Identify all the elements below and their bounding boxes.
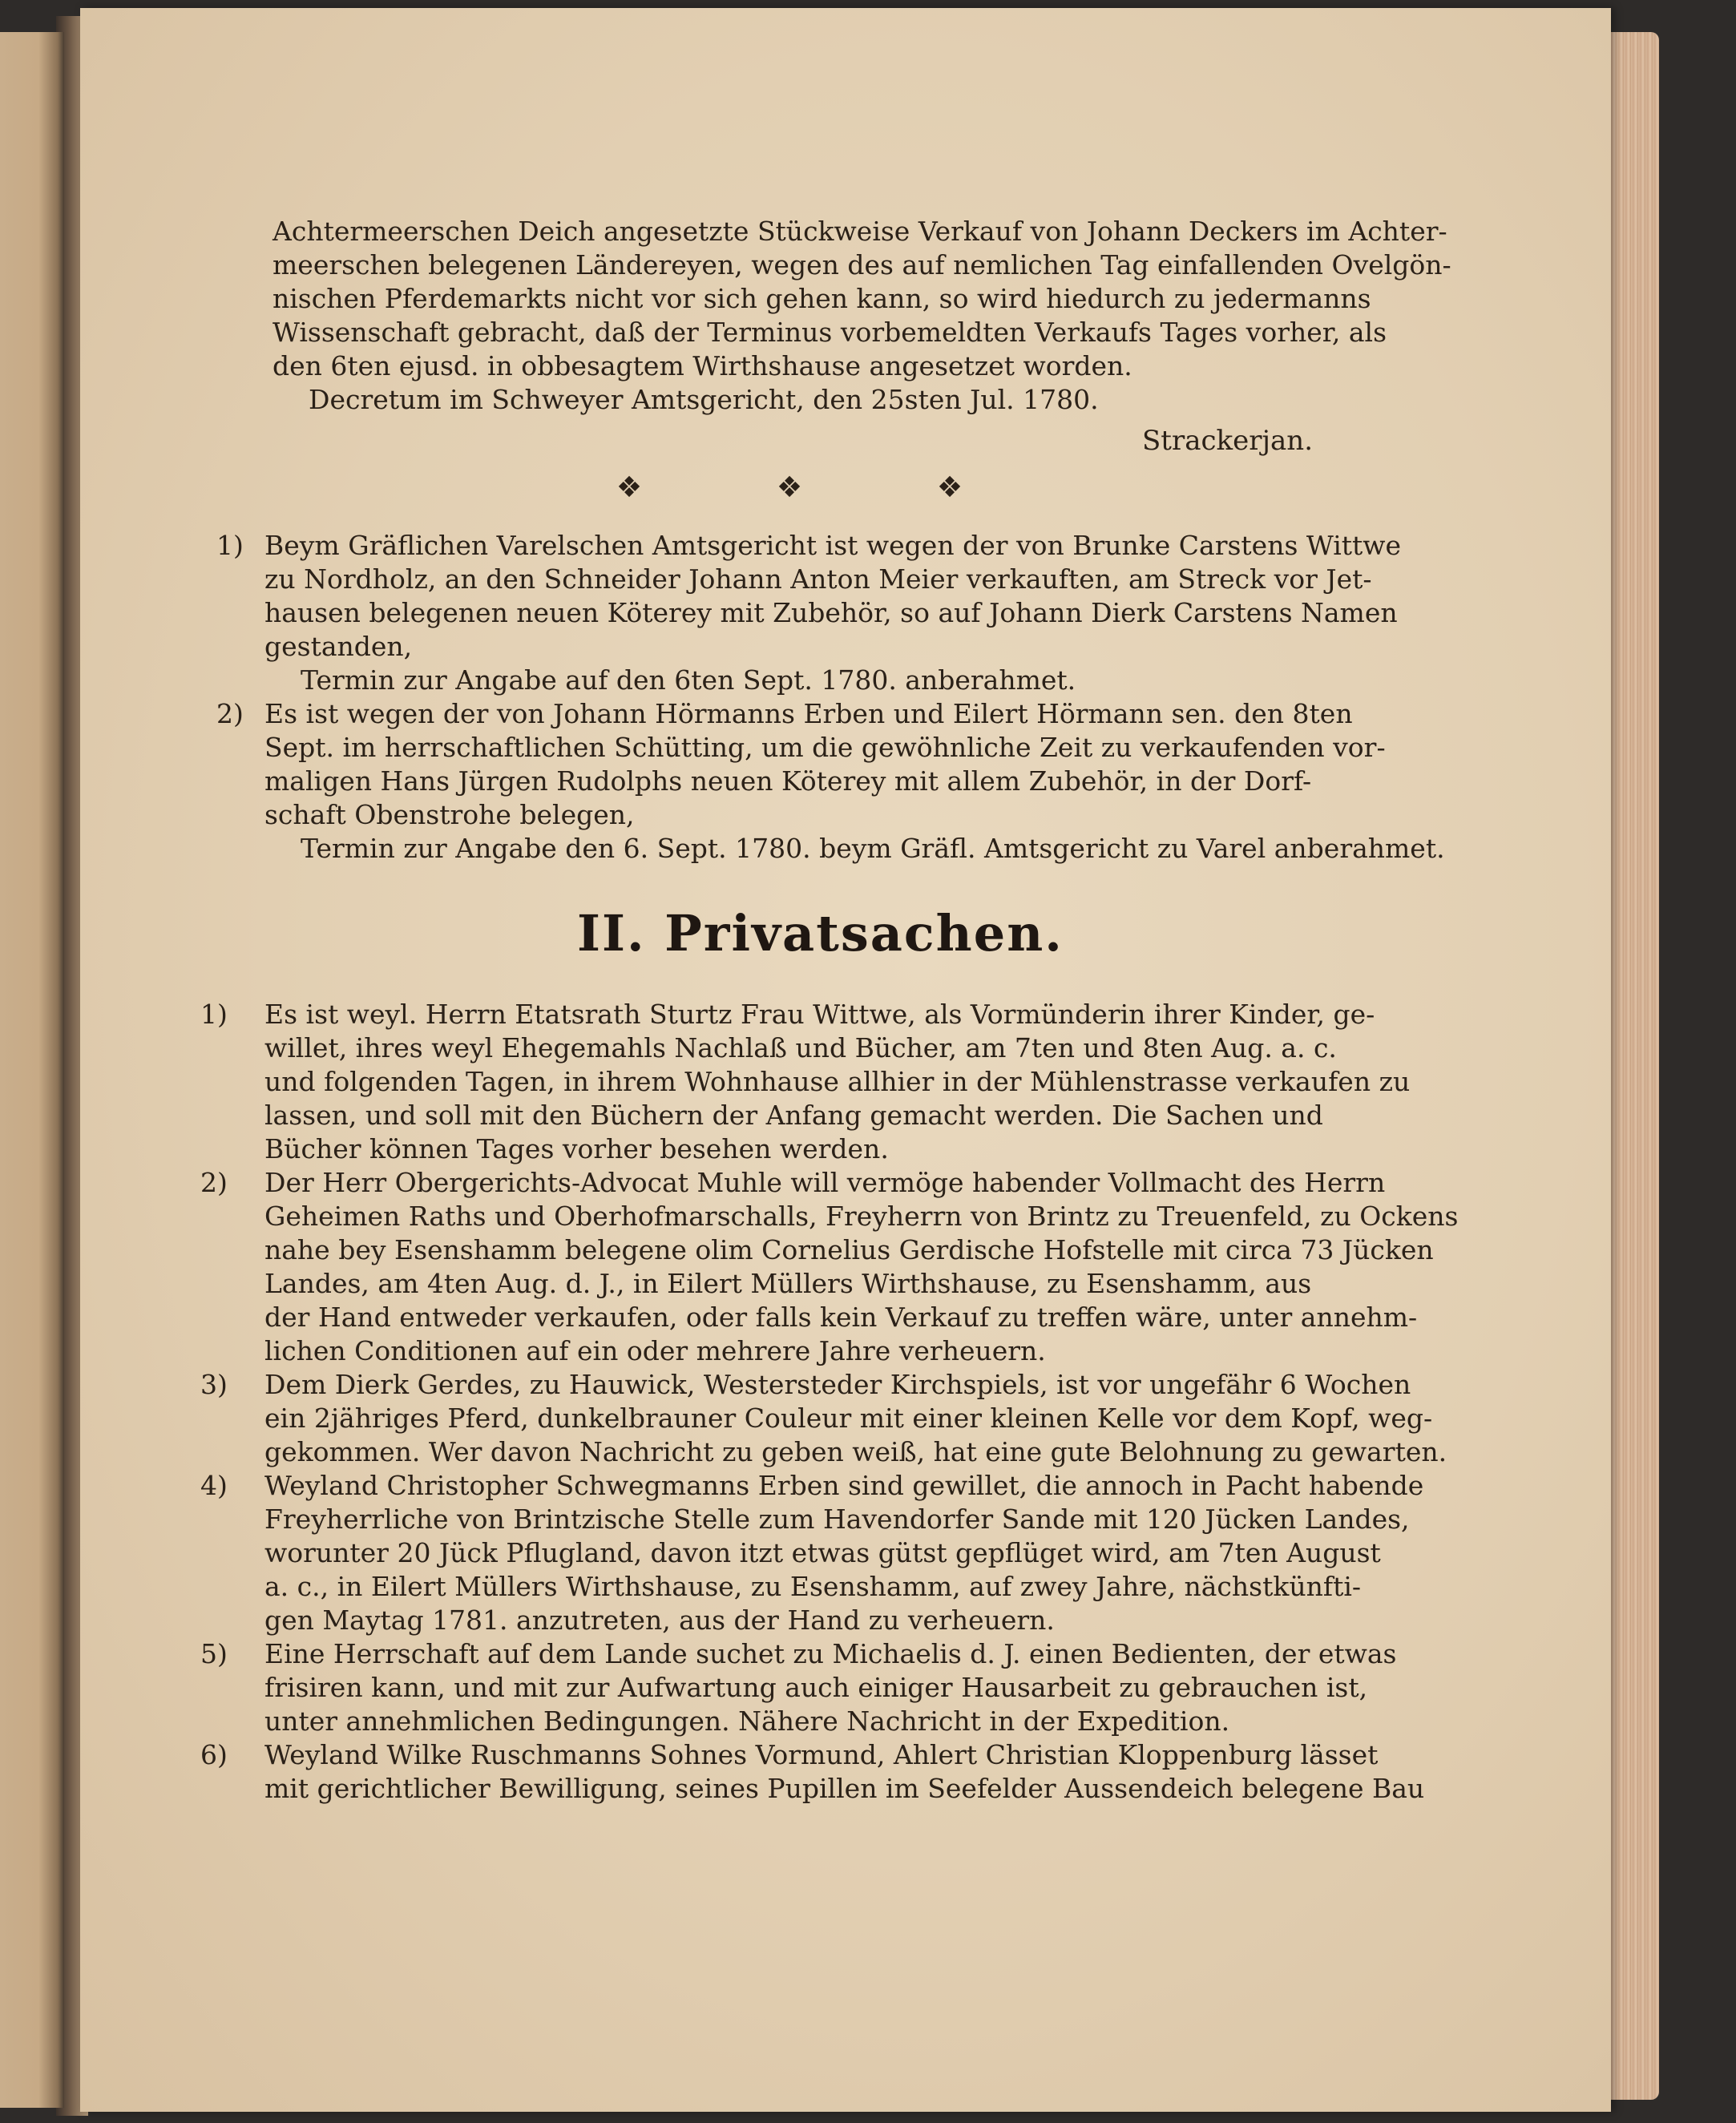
private-item-2 (264, 1166, 1458, 1368)
item-number: 5) (200, 1638, 228, 1669)
text-line: nischen Pferdemarkts nicht vor sich gehen kann, so wird hiedurch zu jedermanns (273, 283, 1371, 314)
text-line: Dem Dierk Gerdes, zu Hauwick, Westersteder Kirchspiels, ist vor ungefähr 6 Wochen (264, 1369, 1411, 1400)
text-line: Eine Herrschaft auf dem Lande suchet zu Michaelis d. J. einen Bedienten, der etwas (264, 1638, 1397, 1669)
text-line: worunter 20 Jück Pflugland, davon itzt etwas gütst gepflüget wird, am 7ten August (264, 1537, 1381, 1568)
item-number: 1) (200, 999, 228, 1030)
text-line: Freyherrliche von Brintzische Stelle zum Havendorfer Sande mit 120 Jücken Landes, (264, 1503, 1410, 1535)
text-line: den 6ten ejusd. in obbesagtem Wirthshause angesetzet worden. (273, 350, 1132, 381)
text-line: meerschen belegenen Ländereyen, wegen des auf nemlichen Tag einfallenden Ovelgön- (273, 249, 1451, 281)
text-line: Termin zur Angabe auf den 6ten Sept. 1780. anberahmet. (301, 664, 1076, 696)
private-item-4 (264, 1469, 1423, 1637)
text-line: Geheimen Raths und Oberhofmarschalls, Freyherrn von Brintz zu Treuenfeld, zu Ockens (264, 1201, 1459, 1232)
text-line: mit gerichtlicher Bewilligung, seines Pupillen im Seefelder Aussendeich belegene Bau (264, 1773, 1425, 1804)
text-line: Es ist wegen der von Johann Hörmanns Erben und Eilert Hörmann sen. den 8ten (264, 698, 1353, 729)
text-line: unter annehmlichen Bedingungen. Nähere Nachricht in der Expedition. (264, 1705, 1230, 1737)
item-number: 2) (200, 1167, 228, 1198)
left-page-edge (0, 32, 64, 2108)
signature-strackerjan: Strackerjan. (1142, 425, 1314, 457)
text-line: nahe bey Esenshamm belegene olim Cornelius Gerdische Hofstelle mit circa 73 Jücken (264, 1234, 1434, 1265)
item-number: 1) (216, 530, 244, 561)
decree-line: Decretum im Schweyer Amtsgericht, den 25sten Jul. 1780. (309, 384, 1099, 415)
ornament-icon: ❖ (776, 471, 803, 504)
text-line: Weyland Christopher Schwegmanns Erben sind gewillet, die annoch in Pacht habende (264, 1470, 1424, 1501)
text-line: Beym Gräflichen Varelschen Amtsgericht ist wegen der von Brunke Carstens Wittwe (264, 530, 1402, 561)
item-number: 2) (216, 698, 244, 729)
document-page (80, 8, 1611, 2112)
text-line: gekommen. Wer davon Nachricht zu geben weiß, hat eine gute Belohnung zu gewarten. (264, 1436, 1447, 1467)
text-line: Sept. im herrschaftlichen Schütting, um die gewöhnliche Zeit zu verkaufenden vor- (264, 732, 1386, 763)
text-line: willet, ihres weyl Ehegemahls Nachlaß und Bücher, am 7ten und 8ten Aug. a. c. (264, 1032, 1337, 1064)
text-line: lassen, und soll mit den Büchern der Anfang gemacht werden. Die Sachen und (264, 1100, 1323, 1131)
text-line: Termin zur Angabe den 6. Sept. 1780. beym Gräfl. Amtsgericht zu Varel anberahmet. (301, 833, 1445, 864)
private-item-5 (264, 1637, 1396, 1738)
text-line: und folgenden Tagen, in ihrem Wohnhause allhier in der Mühlenstrasse verkaufen zu (264, 1066, 1411, 1097)
top-paragraph (273, 215, 1451, 417)
text-line: frisiren kann, und mit zur Aufwartung auch einiger Hausarbeit zu gebrauchen ist, (264, 1672, 1368, 1703)
text-line: ein 2jähriges Pferd, dunkelbrauner Couleur mit einer kleinen Kelle vor dem Kopf, weg- (264, 1403, 1433, 1434)
private-item-3 (264, 1368, 1447, 1469)
text-line: Der Herr Obergerichts-Advocat Muhle will vermöge habender Vollmacht des Herrn (264, 1167, 1386, 1198)
text-line: lichen Conditionen auf ein oder mehrere Jahre verheuern. (264, 1335, 1046, 1366)
text-line: gestanden, (264, 631, 413, 662)
text-line: hausen belegenen neuen Köterey mit Zubehör, so auf Johann Dierk Carstens Namen (264, 597, 1398, 628)
announcement-2 (264, 697, 1445, 866)
item-number: 4) (200, 1470, 228, 1501)
private-item-6 (264, 1738, 1424, 1806)
ornament-icon: ❖ (936, 471, 963, 504)
private-item-1 (264, 998, 1410, 1166)
text-line: Es ist weyl. Herrn Etatsrath Sturtz Frau Wittwe, als Vormünderin ihrer Kinder, ge- (264, 999, 1375, 1030)
text-line: schaft Obenstrohe belegen, (264, 799, 635, 830)
announcement-1 (264, 529, 1401, 697)
ornament-divider (605, 471, 1166, 504)
text-line: Wissenschaft gebracht, daß der Terminus vorbemeldten Verkaufs Tages vorher, als (273, 317, 1387, 348)
section-heading: II. Privatsachen. (577, 904, 1064, 963)
text-line: der Hand entweder verkaufen, oder falls kein Verkauf zu treffen wäre, unter annehm- (264, 1302, 1418, 1333)
text-line: Landes, am 4ten Aug. d. J., in Eilert Müllers Wirthshause, zu Esenshamm, aus (264, 1268, 1312, 1299)
text-line: Achtermeerschen Deich angesetzte Stückweise Verkauf von Johann Deckers im Achter- (273, 216, 1447, 247)
text-line: Weyland Wilke Ruschmanns Sohnes Vormund, Ahlert Christian Kloppenburg lässet (264, 1739, 1379, 1770)
item-number: 6) (200, 1739, 228, 1770)
text-line: a. c., in Eilert Müllers Wirthshause, zu Esenshamm, auf zwey Jahre, nächstkünfti- (264, 1571, 1362, 1602)
text-line: Bücher können Tages vorher besehen werden. (264, 1133, 889, 1164)
text-line: maligen Hans Jürgen Rudolphs neuen Köterey mit allem Zubehör, in der Dorf- (264, 765, 1312, 797)
ornament-icon: ❖ (616, 471, 643, 504)
item-number: 3) (200, 1369, 228, 1400)
text-line: zu Nordholz, an den Schneider Johann Anton Meier verkauften, am Streck vor Jet- (264, 563, 1372, 595)
text-line: gen Maytag 1781. anzutreten, aus der Hand zu verheuern. (264, 1604, 1055, 1636)
